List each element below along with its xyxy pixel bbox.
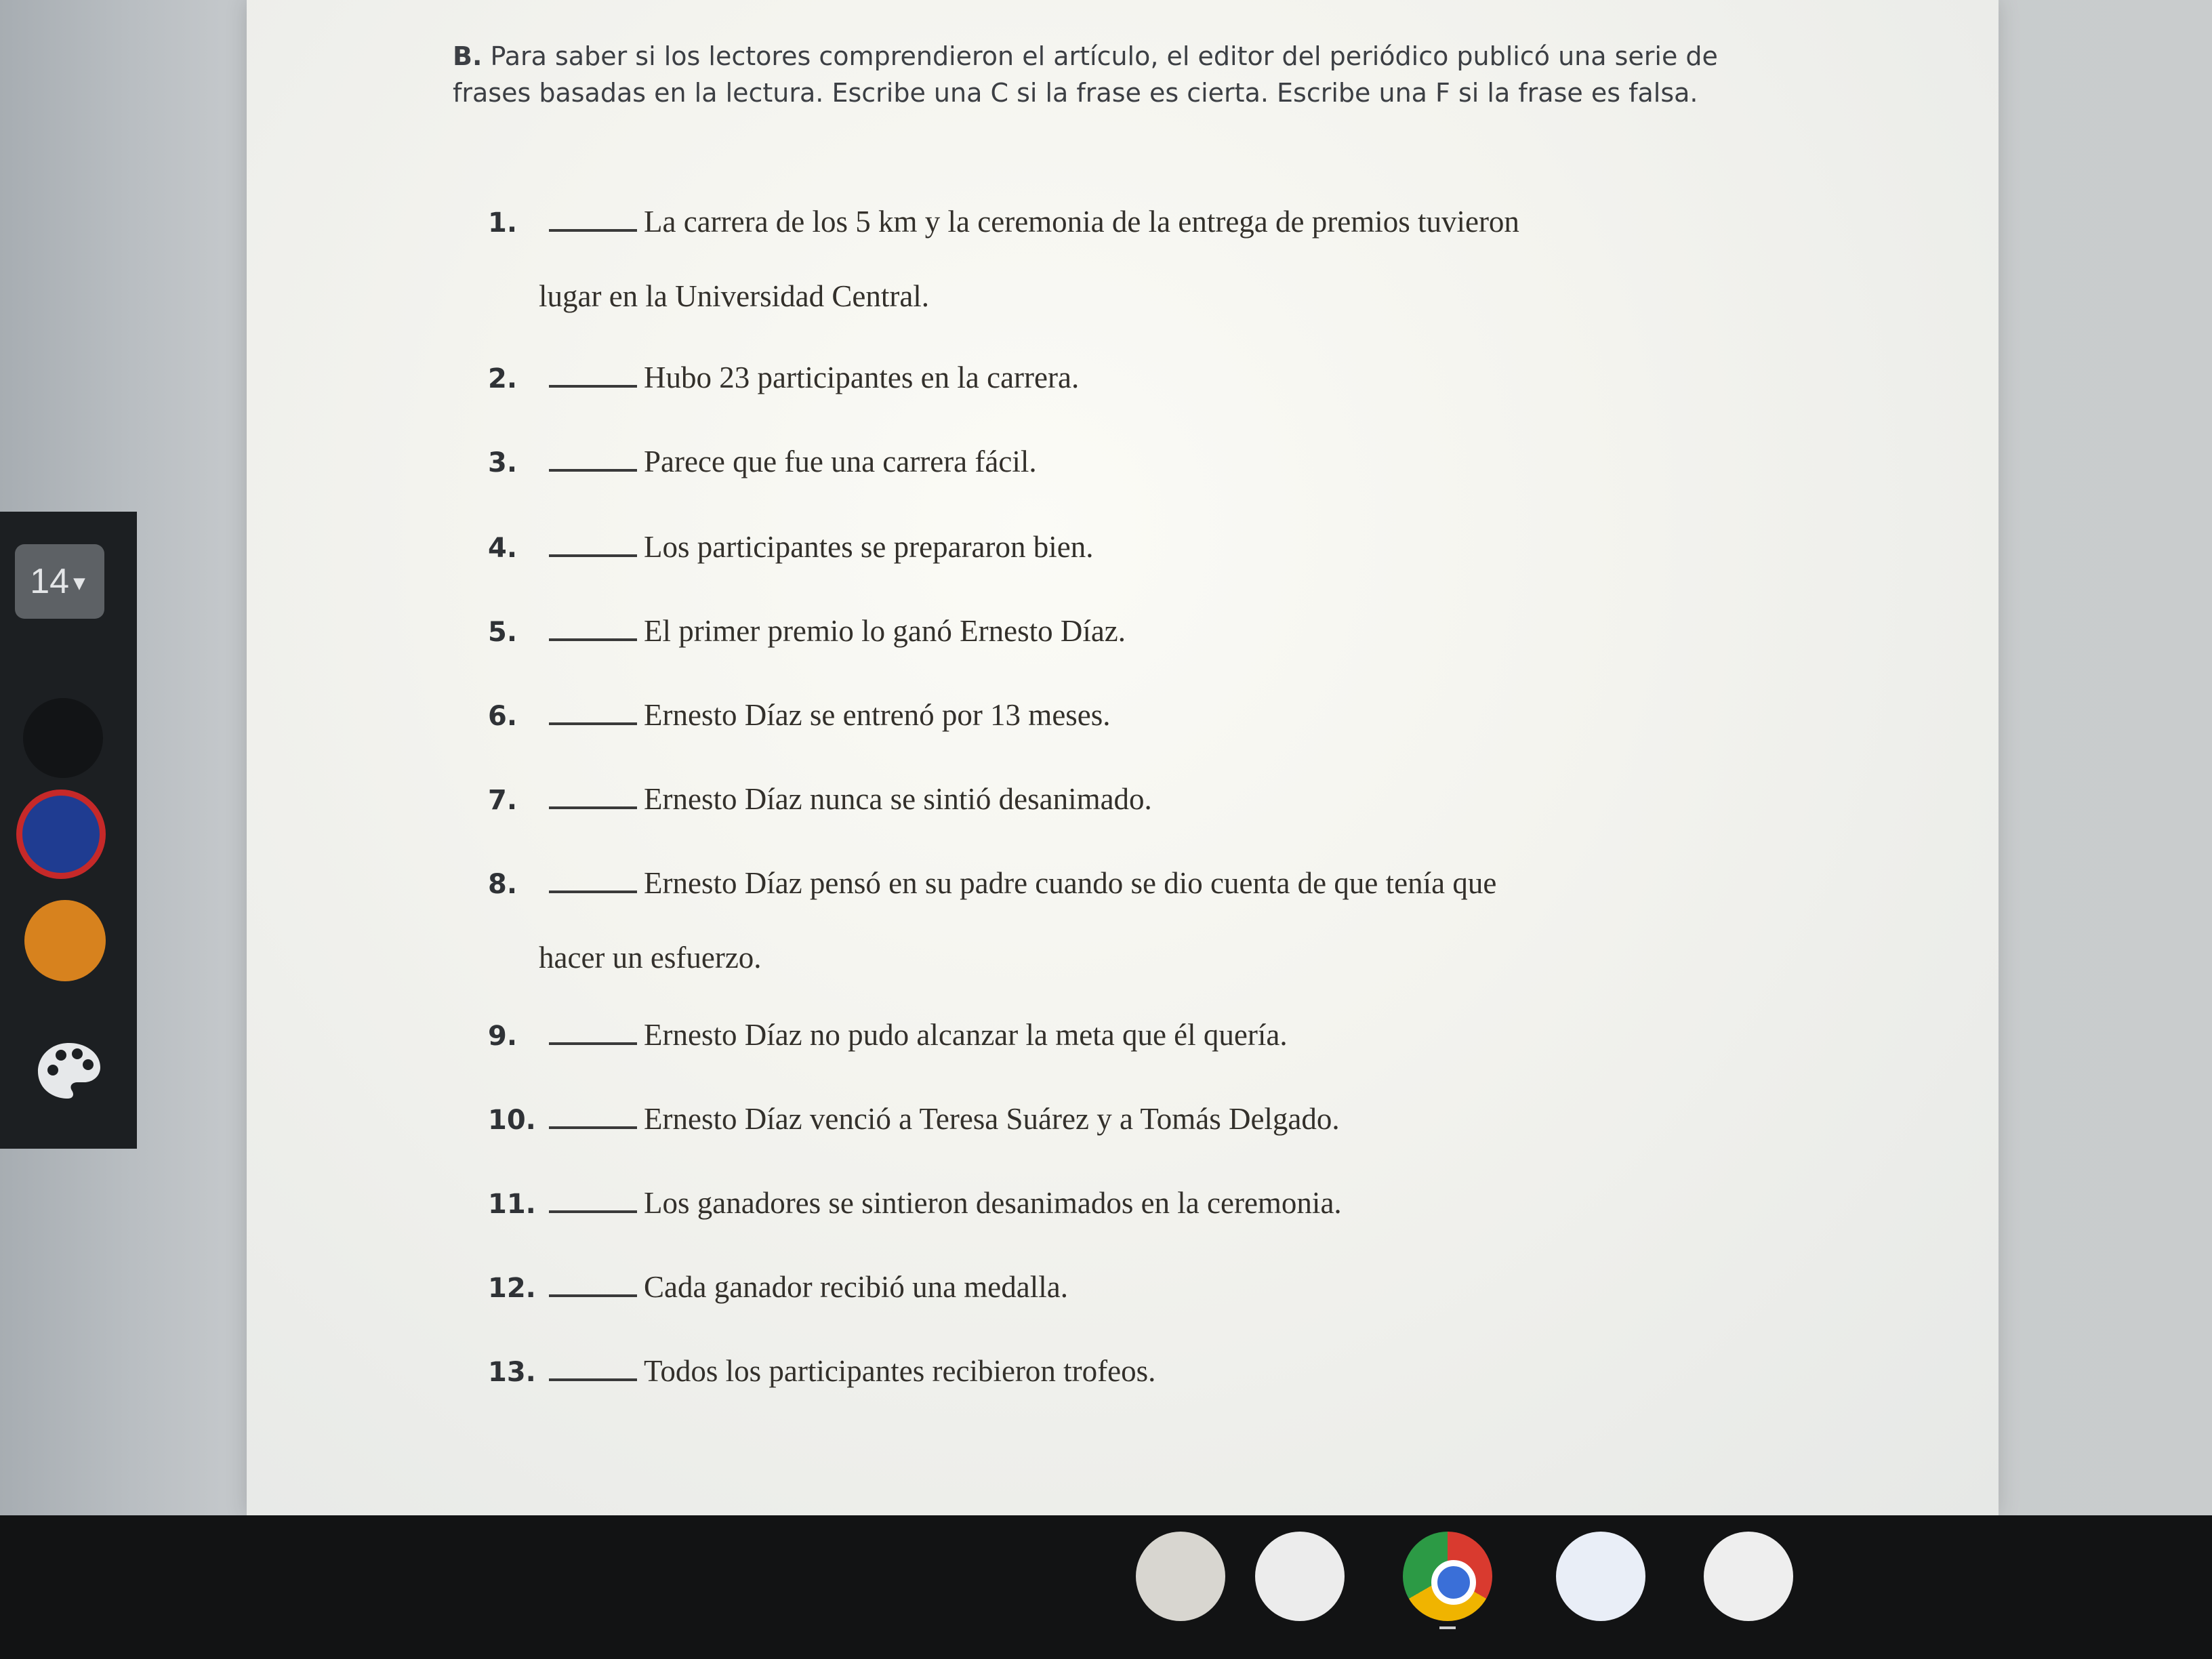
annotation-toolbar xyxy=(0,512,137,1149)
question-number: 10. xyxy=(488,1105,536,1136)
answer-blank[interactable] xyxy=(549,442,637,472)
question-number: 11. xyxy=(488,1189,536,1220)
active-app-indicator xyxy=(1439,1626,1456,1629)
question-number: 3. xyxy=(488,447,518,478)
section-letter: B. xyxy=(453,41,483,71)
question-text: Los participantes se prepararon bien. xyxy=(644,530,1094,564)
docs-icon[interactable] xyxy=(1556,1532,1645,1621)
question-item xyxy=(474,527,1748,565)
instructions-text: Para saber si los lectores comprendieron el artículo, el editor del periódico publicó una serie de frases basadas en la lectura. Escribe una C si la frase es cierta. Escribe una F si la frase es falsa. xyxy=(453,41,1718,108)
answer-blank[interactable] xyxy=(549,1099,637,1129)
color-swatch-orange[interactable] xyxy=(24,900,106,981)
question-item xyxy=(474,1267,1748,1305)
question-item xyxy=(474,779,1748,817)
question-text-continued: hacer un esfuerzo. xyxy=(539,941,762,975)
question-number: 8. xyxy=(488,869,518,900)
answer-blank[interactable] xyxy=(549,863,637,893)
question-text: Los ganadores se sintieron desanimados en la ceremonia. xyxy=(644,1186,1342,1220)
files-icon[interactable] xyxy=(1255,1532,1345,1621)
font-size-dropdown[interactable] xyxy=(15,544,104,619)
answer-blank[interactable] xyxy=(549,202,637,232)
question-text-continued: lugar en la Universidad Central. xyxy=(539,279,930,313)
question-text: Parece que fue una carrera fácil. xyxy=(644,445,1037,478)
question-text: Ernesto Díaz venció a Teresa Suárez y a Tomás Delgado. xyxy=(644,1102,1340,1136)
answer-blank[interactable] xyxy=(549,358,637,388)
question-item xyxy=(474,1183,1748,1221)
launcher-icon[interactable] xyxy=(1136,1532,1225,1621)
question-item xyxy=(474,863,1748,975)
question-text: Ernesto Díaz nunca se sintió desanimado. xyxy=(644,782,1152,816)
answer-blank[interactable] xyxy=(549,1267,637,1297)
question-item xyxy=(474,1015,1748,1052)
play-store-icon[interactable] xyxy=(1704,1532,1793,1621)
chevron-down-icon: ▼ xyxy=(69,572,89,595)
question-text: Hubo 23 participantes en la carrera. xyxy=(644,361,1080,394)
question-item xyxy=(474,695,1748,733)
question-item xyxy=(474,1099,1748,1136)
chrome-center-dot xyxy=(1431,1560,1476,1605)
question-text: Todos los participantes recibieron trofeos. xyxy=(644,1354,1156,1388)
question-text: La carrera de los 5 km y la ceremonia de la entrega de premios tuvieron xyxy=(644,205,1519,239)
answer-blank[interactable] xyxy=(549,1351,637,1381)
answer-blank[interactable] xyxy=(549,1015,637,1045)
question-number: 6. xyxy=(488,701,518,732)
question-text: Ernesto Díaz pensó en su padre cuando se dio cuenta de que tenía que xyxy=(644,866,1497,900)
question-item xyxy=(474,442,1748,479)
question-item xyxy=(474,611,1748,649)
question-number: 1. xyxy=(488,207,518,239)
question-number: 4. xyxy=(488,533,518,564)
question-text: El primer premio lo ganó Ernesto Díaz. xyxy=(644,614,1126,648)
question-text: Ernesto Díaz no pudo alcanzar la meta que él quería. xyxy=(644,1018,1288,1052)
question-number: 5. xyxy=(488,617,518,648)
answer-blank[interactable] xyxy=(549,779,637,809)
question-number: 2. xyxy=(488,363,518,394)
answer-blank[interactable] xyxy=(549,527,637,557)
question-number: 13. xyxy=(488,1357,536,1388)
question-item xyxy=(474,358,1748,395)
font-size-value: 14 xyxy=(30,562,70,601)
question-item xyxy=(474,1351,1748,1389)
answer-blank[interactable] xyxy=(549,611,637,641)
answer-blank[interactable] xyxy=(549,1183,637,1213)
color-swatch-black[interactable] xyxy=(23,698,103,778)
palette-icon[interactable] xyxy=(35,1040,103,1101)
question-number: 12. xyxy=(488,1273,536,1304)
color-swatch-blue-selected[interactable] xyxy=(16,790,106,879)
question-text: Ernesto Díaz se entrenó por 13 meses. xyxy=(644,698,1111,732)
answer-blank[interactable] xyxy=(549,695,637,725)
question-number: 9. xyxy=(488,1021,518,1052)
question-number: 7. xyxy=(488,785,518,816)
question-item xyxy=(474,202,1748,314)
question-text: Cada ganador recibió una medalla. xyxy=(644,1270,1068,1304)
taskbar xyxy=(0,1515,2212,1659)
